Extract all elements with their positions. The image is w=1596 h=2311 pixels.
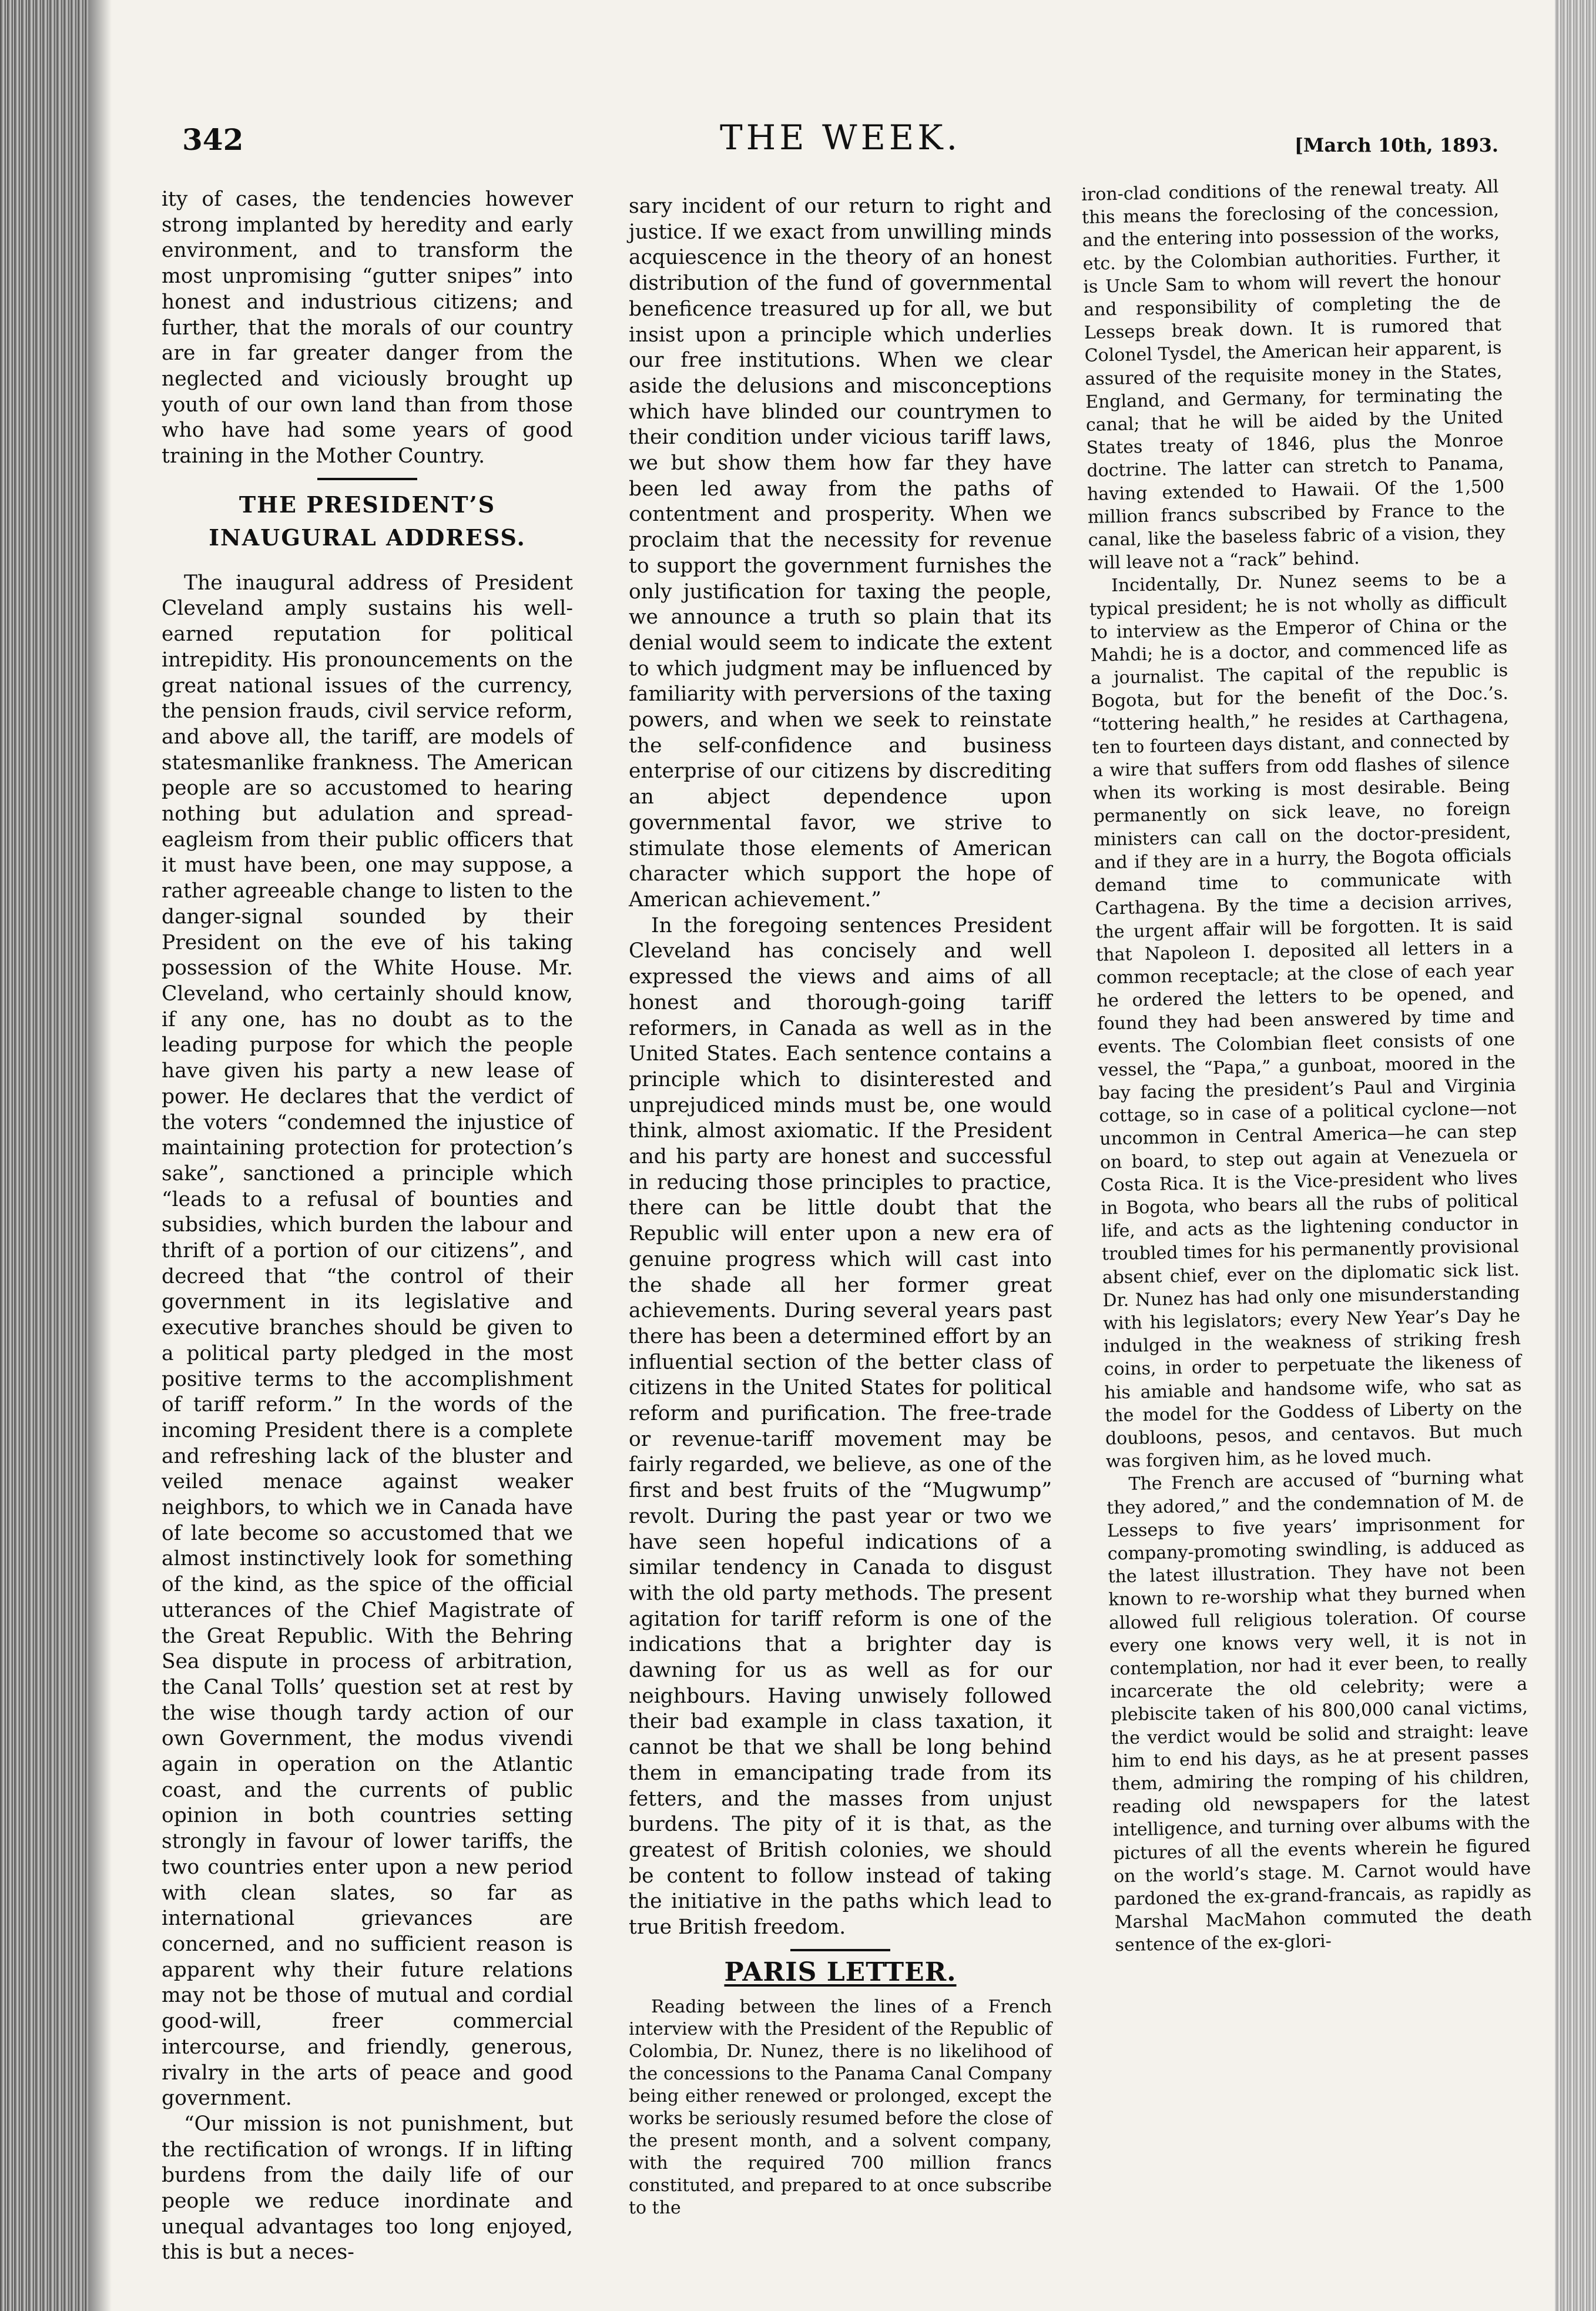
paragraph: In the foregoing sentences President Cleveland has concisely and well expressed the views and aims of all honest and thorough-going tariff reformers, in Canada as well as in the United States. Each sentence contains a principle which to disinterested and unprejudiced minds must be, one would think, almost axiomatic. If the President and his party are honest and successful in reducing those principles to practice, there can be little doubt that the Republic will enter upon a new era of genuine progress which will cast into the shade all her former great achievements. During several years past there has been a determined effort by an influential section of the better class of citizens in the United States for political reform and purification. The free-trade or revenue-tariff movement may be fairly regarded, we believe, as one of the first and best fruits of the “Mugwump” revolt. During the past year or two we have seen hopeful indications of a similar tendency in Canada to disgust with the old party methods. The present agitation for tariff reform is one of the indications that a brighter day is dawning for us as well as for our neighbours. Having unwisely followed their bad example in class taxation, it cannot be that we shall be long behind them in emancipating trade from its fetters, and the masses from unjust burdens. The pity of it is that, as the greatest of British colonies, we should be content to follow instead of taking the initiative in the paths which lead to true British freedom. [629,913,1052,1940]
gutter-shadow [88,0,112,2311]
page-number: 342 [182,122,244,157]
paragraph: Reading between the lines of a French interview with the President of the Republic of Colombia, Dr. Nunez, there is no likelihood of the concessions to the Panama Canal Company being either renewed or prolonged, except the works be seriously resumed before the close of the present month, and a solvent company, with the required 700 million francs constituted, and prepared to at once subscribe to the [629,1996,1052,2218]
column-1 [162,187,573,2266]
section-divider [790,1949,890,1951]
paragraph: The inaugural address of President Cleveland amply sustains his well-earned reputation for political intrepidity. His pronouncements on the great national issues of the currency, the pension frauds, civil service reform, and above all, the tariff, are models of statesmanlike frankness. The American people are so accustomed to hearing nothing but adulation and spread-eagleism from their public officers that it must have been, one may suppose, a rather agreeable change to listen to the danger-signal sounded by their President on the eve of his taking possession of the White House. Mr. Cleveland, who certainly should know, if any one, has no doubt as to the leading purpose for which the people have given his party a new lease of power. He declares that the verdict of the voters “condemned the injustice of maintaining protection for protection’s sake”, sanctioned a principle which “leads to a refusal of bounties and subsidies, which burden the labour and thrift of a portion of our citizens”, and decreed that “the control of their government in its legislative and executive branches should be given to a political party pledged in the most positive terms to the accomplishment of tariff reform.” In the words of the incoming President there is a complete and refreshing lack of the bluster and veiled menace against weaker neighbors, to which we in Canada have of late become so accustomed that we almost instinctively look for something of the kind, as the spice of the official utterances of the Chief Magistrate of the Great Republic. With the Behring Sea dispute in process of arbitration, the Canal Tolls’ question set at rest by the wise though tardy action of our own Government, the modus vivendi again in operation on the Atlantic coast, and the currents of public opinion in both countries setting strongly in favour of lower tariffs, the two countries enter upon a new period with clean slates, so far as international grievances are concerned, and no sufficient reason is apparent why their future relations may not be those of mutual and cordial good-will, freer commercial intercourse, and friendly, generous, rivalry in the arts of peace and good government. [162,571,573,2111]
paragraph: Incidentally, Dr. Nunez seems to be a typical president; he is not wholly as difficult to interview as the Emperor of China or the Mahdi; he is a doctor, and commenced life as a journalist. The capital of the republic is Bogota, but for the benefit of the Doc.’s. “tottering health,” he resides at Carthagena, ten to fourteen days distant, and connected by a wire that suffers from odd flashes of silence when its working is most desirable. Being permanently on sick leave, no foreign ministers can call on the doctor-president, and if they are in a hurry, the Bogota officials demand time to communicate with Carthagena. By the time a decision arrives, the urgent affair will be forgotten. It is said that Napoleon I. deposited all letters in a common receptacle; at the close of each year he ordered the letters to be opened, and found they had been answered by time and events. The Colombian fleet consists of one vessel, the “Papa,” a gunboat, moored in the bay facing the president’s Paul and Virginia cottage, so in case of a political cyclone—not uncommon in Central America—he can step on board, to step out again at Venezuela or Costa Rica. It is the Vice-president who lives in Bogota, who bears all the rubs of political life, and acts as the lightening conductor in troubled times for his permanently provisional absent chief, ever on the diplomatic sick list. Dr. Nunez has had only one misunderstanding with his legislators; every New Year’s Day he indulged in the weakness of striking fresh coins, in order to perpetuate the likeness of his amiable and handsome wife, who sat as the model for the Goddess of Liberty on the doubloons, pesos, and centavos. But much was forgiven him, as he loved much. [1089,568,1523,1472]
paragraph: ity of cases, the tendencies however strong implanted by heredity and early environment, and to transform the most unpromising “gutter snipes” into honest and industrious citizens; and further, that the morals of our country are in far greater danger from the neglected and viciously brought up youth of our own land than from those who have had some years of good training in the Mother Country. [162,187,573,468]
page-header [182,118,1498,170]
journal-title: THE WEEK. [719,118,961,158]
section-divider [317,478,417,480]
column-2 [629,194,1052,2219]
article-heading: THE PRESIDENT’S INAUGURAL ADDRESS. [209,491,526,551]
column-3 [1081,175,1533,1957]
issue-date: [March 10th, 1893. [1294,134,1498,156]
paragraph: “Our mission is not punishment, but the rectification of wrongs. If in lifting burdens from the daily life of our people we reduce inordinate and unequal advantages too long enjoyed, this is but a neces- [162,2112,573,2265]
paragraph: iron-clad conditions of the renewal treaty. All this means the foreclosing of the concession, and the entering into possession of the works, etc. by the Colombian authorities. Further, it is Uncle Sam to whom will revert the honour and responsibility of completing the de Lesseps break down. It is rumored that Colonel Tysdel, the American heir apparent, is assured of the requisite money in the States, England, and Germany, for terminating the canal; that he will be aided by the United States treaty of 1846, plus the Monroe doctrine. The latter can stretch to Panama, having extended to Hawaii. Of the 1,500 million francs subscribed by France to the canal, like the baseless fabric of a vision, they will leave not a “rack” behind. [1081,176,1506,574]
paragraph: The French are accused of “burning what they adored,” and the condemnation of M. de Lesseps to five years’ imprisonment for company-promoting swindling, is adduced as the latest illustration. They have not been known to re-worship what they burned when allowed full religious toleration. Of course every one knows very well, it is not in contemplation, nor had it ever been, to really incarcerate the old celebrity; were a plebiscite taken of his 800,000 canal victims, the verdict would be solid and straight: leave him to end his days, as he at present passes them, admiring the romping of his children, reading old newspapers for the latest intelligence, and turning over albums with the pictures of all the events wherein he figured on the world’s stage. M. Carnot would have pardoned the ex-grand-francais, as rapidly as Marshal MacMahon commuted the death sentence of the ex-glori- [1106,1466,1533,1956]
paragraph: sary incident of our return to right and justice. If we exact from unwilling minds acquiescence in the theory of an honest distribution of the fund of governmental beneficence treasured up for all, we but insist upon a principle which underlies our free institutions. When we clear aside the delusions and misconceptions which have blinded our countrymen to their condition under vicious tariff laws, we but show them how far they have been led away from the paths of contentment and prosperity. When we proclaim that the necessity for revenue to support the government furnishes the only justification for taxing the people, we announce a truth so plain that its denial would seem to indicate the extent to which judgment may be influenced by familiarity with perversions of the taxing powers, and when we seek to reinstate the self-confidence and business enterprise of our citizens by discrediting an abject dependence upon governmental favor, we strive to stimulate those elements of American character which support the hope of American achievement.” [629,195,1052,912]
page-edge [1555,0,1596,2311]
article-heading: PARIS LETTER. [724,1957,957,1987]
book-binding [0,0,88,2311]
